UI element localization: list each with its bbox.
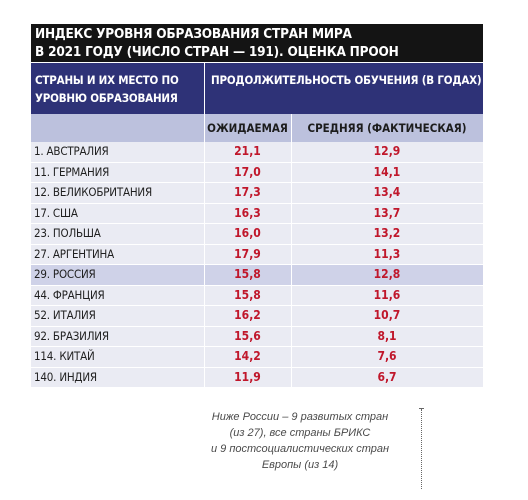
average-years: 8,1 (377, 328, 397, 343)
average-years: 13,7 (373, 205, 401, 220)
country-name: 114. КИТАЙ (34, 349, 95, 363)
table-body (31, 142, 483, 388)
country-name: 92. БРАЗИЛИЯ (34, 328, 109, 343)
footnote-line: Европы (из 14) (261, 459, 339, 471)
expected-years: 21,1 (234, 144, 261, 158)
table-row (31, 286, 483, 307)
average-years: 11,3 (373, 246, 401, 261)
average-years: 13,2 (373, 226, 401, 240)
title-line-2: В 2021 ГОДУ (ЧИСЛО СТРАН — 191). ОЦЕНКА ПРООН (35, 44, 399, 60)
expected-years: 15,8 (234, 287, 261, 302)
country-name: 29. РОССИЯ (34, 267, 96, 281)
expected-years: 16,0 (234, 226, 261, 240)
average-years: 10,7 (373, 308, 401, 322)
footnote (200, 409, 400, 473)
average-years: 7,6 (377, 349, 397, 363)
footnote-line: и 9 постсоциалистических стран (210, 443, 390, 455)
header-duration: ПРОДОЛЖИТЕЛЬНОСТЬ ОБУЧЕНИЯ (В ГОДАХ) (211, 73, 482, 87)
average-years: 14,1 (373, 164, 401, 179)
average-years: 12,9 (373, 144, 401, 158)
note-dotted-line (421, 409, 422, 489)
footnote-line: Ниже России – 9 развитых стран (211, 411, 389, 423)
table-row (31, 327, 483, 348)
table-row (31, 368, 483, 389)
header-countries: СТРАНЫ И ИХ МЕСТО ПО УРОВНЮ ОБРАЗОВАНИЯ (35, 73, 179, 105)
table-title (31, 24, 483, 62)
table-row (31, 245, 483, 266)
country-name: 23. ПОЛЬША (34, 226, 101, 240)
expected-years: 15,6 (234, 328, 261, 343)
expected-years: 17,3 (234, 185, 261, 199)
footnote-line: (из 27), все страны БРИКС (229, 427, 371, 439)
table-row (31, 183, 483, 204)
table-row (31, 142, 483, 163)
header-expected: ОЖИДАЕМАЯ (207, 121, 288, 135)
average-years: 12,8 (373, 267, 401, 281)
expected-years: 17,9 (234, 246, 261, 261)
country-name: 12. ВЕЛИКОБРИТАНИЯ (34, 185, 152, 199)
average-years: 6,7 (377, 369, 397, 384)
table-row (31, 163, 483, 184)
country-name: 17. США (34, 205, 78, 220)
table-row (31, 347, 483, 368)
header-divider (204, 63, 205, 114)
table-subheader (31, 114, 483, 142)
expected-years: 16,2 (234, 308, 261, 322)
table-row (31, 265, 483, 286)
country-name: 52. ИТАЛИЯ (34, 308, 96, 322)
expected-years: 17,0 (234, 164, 261, 179)
country-name: 44. ФРАНЦИЯ (34, 287, 105, 302)
expected-years: 15,8 (234, 267, 261, 281)
title-line-1: ИНДЕКС УРОВНЯ ОБРАЗОВАНИЯ СТРАН МИРА (35, 26, 352, 42)
header-average: СРЕДНЯЯ (ФАКТИЧЕСКАЯ) (307, 121, 467, 135)
table-row (31, 204, 483, 225)
average-years: 11,6 (373, 287, 401, 302)
country-name: 1. АВСТРАЛИЯ (34, 144, 109, 158)
country-name: 140. ИНДИЯ (34, 369, 97, 384)
expected-years: 14,2 (234, 349, 261, 363)
table-row (31, 306, 483, 327)
average-years: 13,4 (373, 185, 401, 199)
table-header (31, 63, 483, 114)
country-name: 11. ГЕРМАНИЯ (34, 164, 110, 179)
country-name: 27. АРГЕНТИНА (34, 246, 114, 261)
table-row (31, 224, 483, 245)
expected-years: 16,3 (234, 205, 261, 220)
expected-years: 11,9 (234, 369, 261, 384)
